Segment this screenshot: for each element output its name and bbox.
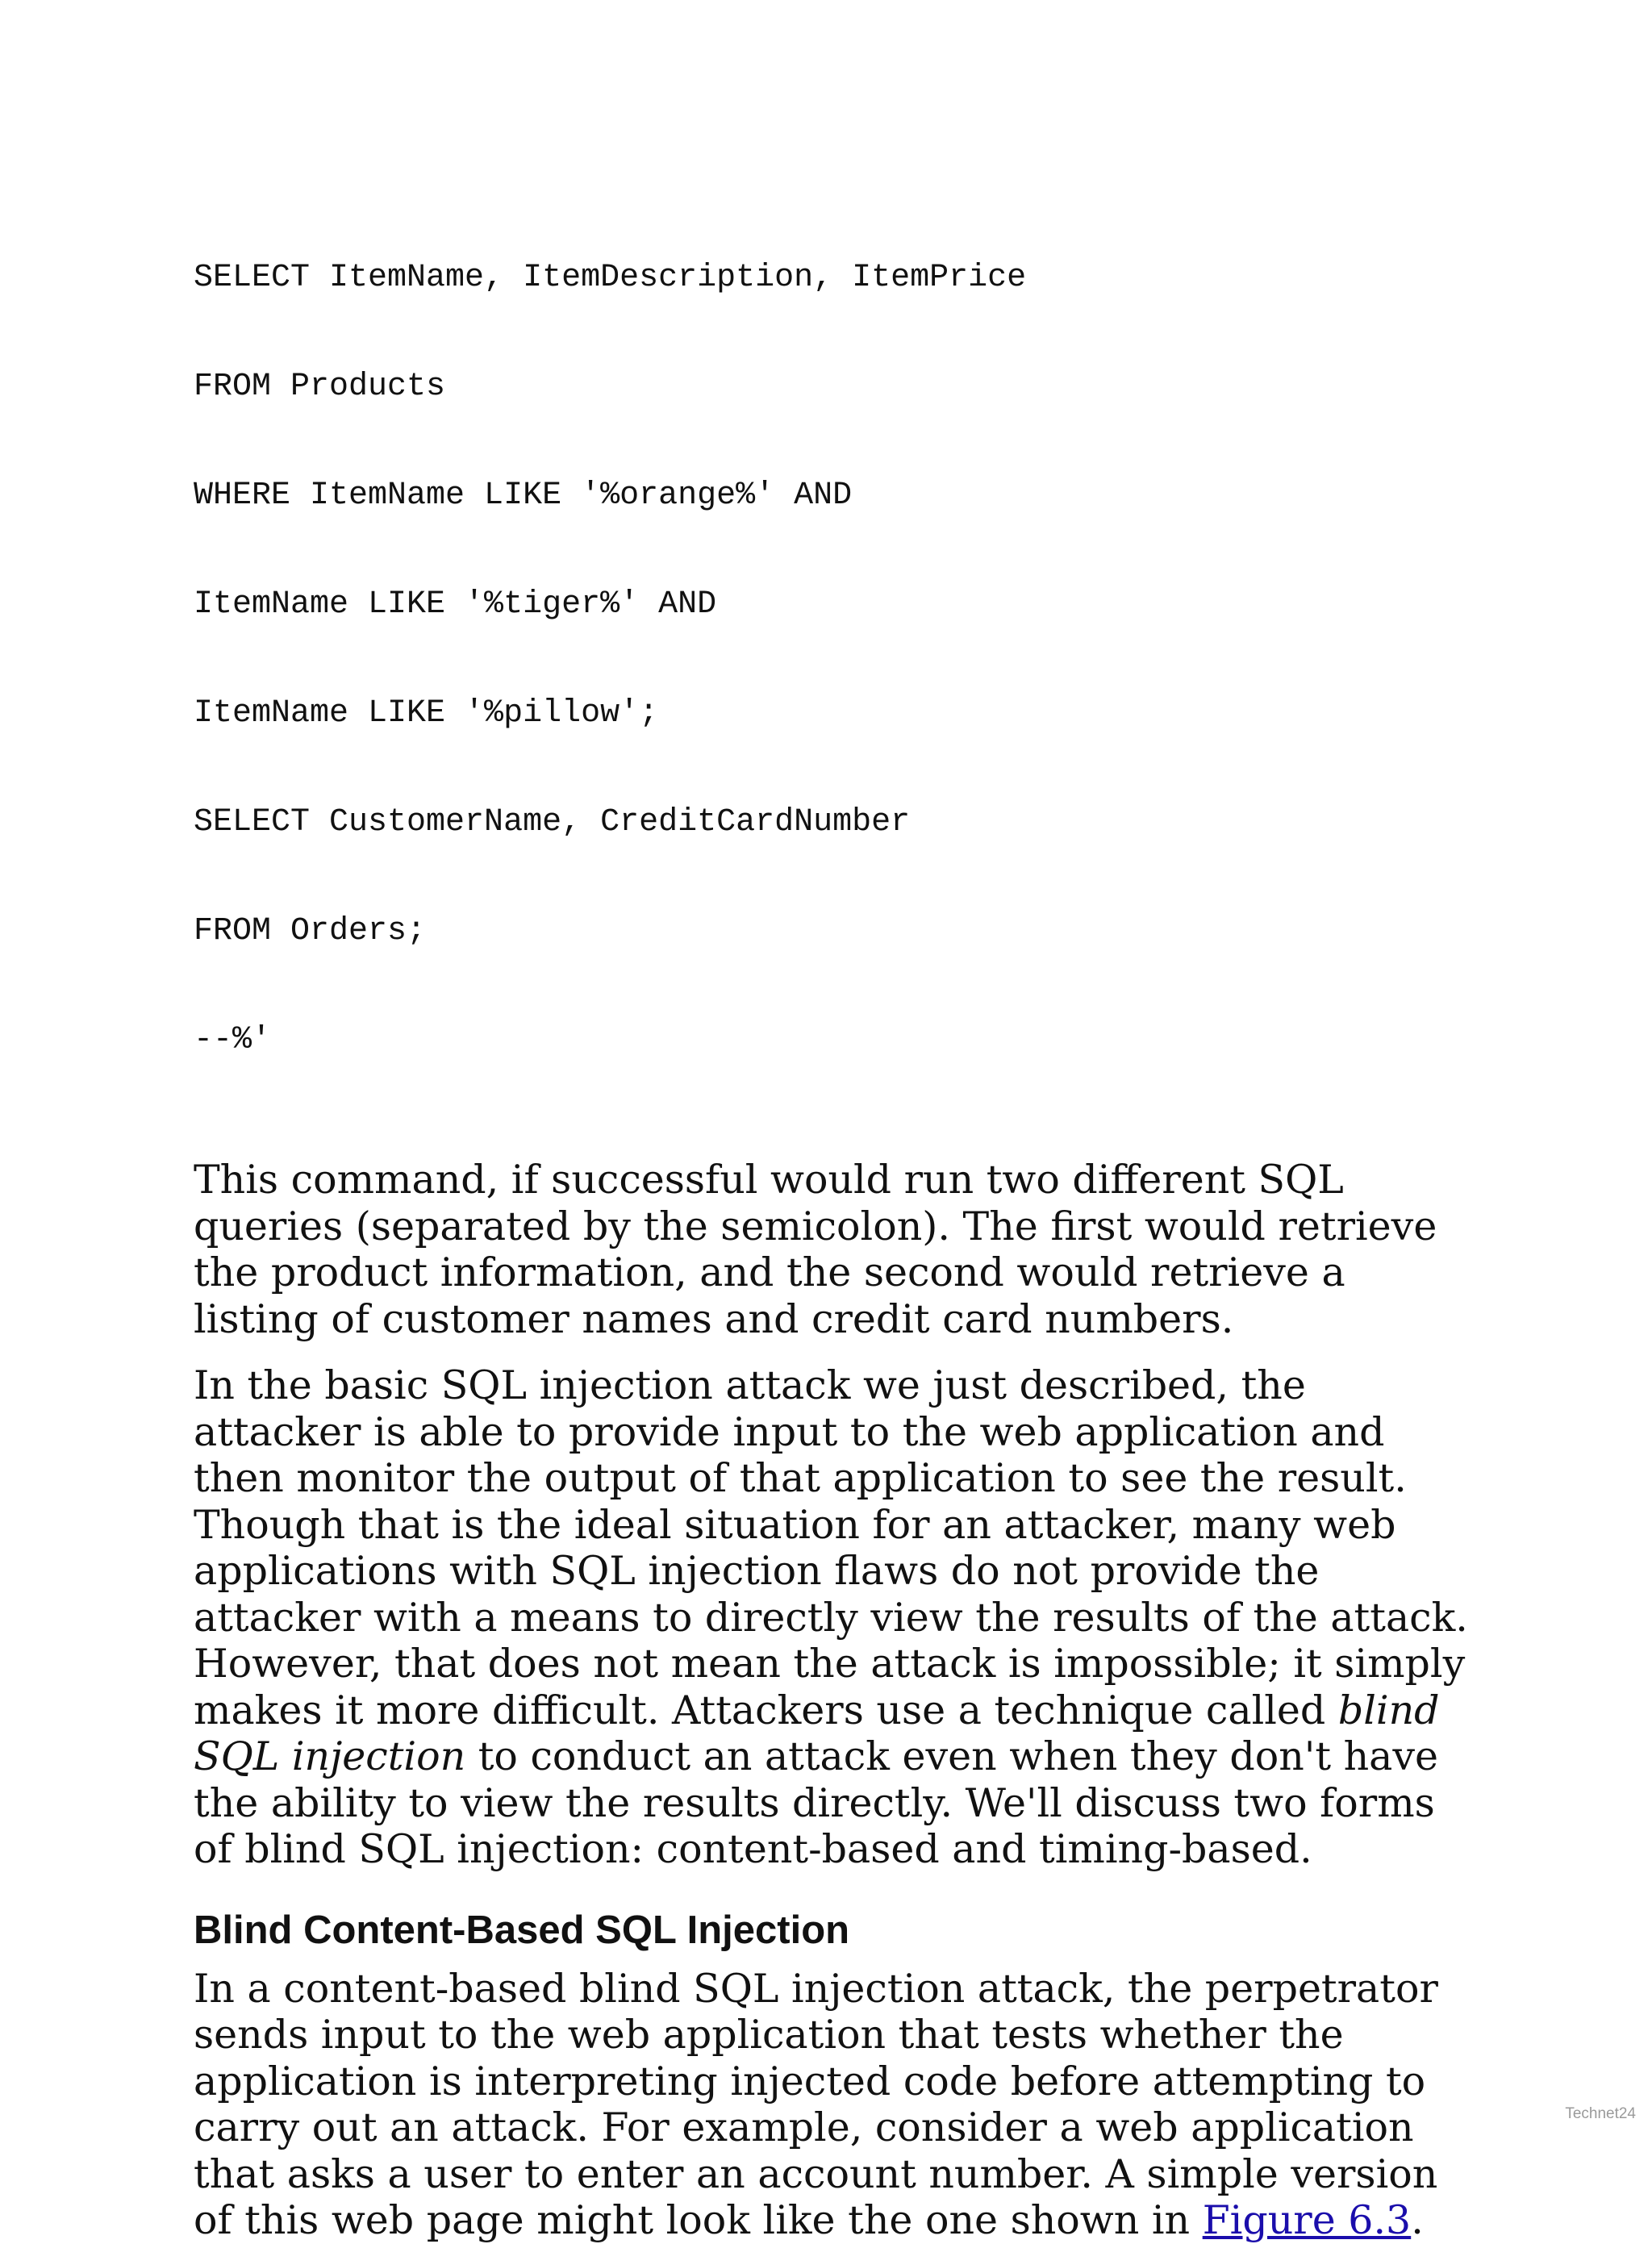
code-line: --%'	[194, 1022, 272, 1058]
code-line: WHERE ItemName LIKE '%orange%' AND	[194, 478, 853, 514]
code-line: ItemName LIKE '%tiger%' AND	[194, 586, 717, 623]
code-line: FROM Orders;	[194, 913, 427, 949]
paragraph-text: .	[1411, 2197, 1424, 2243]
paragraph-text: to conduct an attack even when they don't have the ability to view the results directly. We'll discuss two forms of blind SQL injection: content-based and timing-based.	[194, 1733, 1439, 1872]
code-line: SELECT CustomerName, CreditCardNumber	[194, 804, 911, 840]
section-heading: Blind Content-Based SQL Injection	[194, 1908, 850, 1952]
watermark: Technet24	[1565, 2105, 1636, 2122]
code-line: FROM Products	[194, 369, 446, 405]
emphasis-term: blind SQL injection	[194, 1687, 1440, 1779]
paragraph-text: In a content-based blind SQL injection attack, the perpetrator sends input to the web application that tests whether the application is interpreting injected code before attempting to carry out an attack. For example, consider a web application that asks a user to enter an account number. A simple version of this web page might look like the one shown in	[194, 1965, 1438, 2243]
paragraph-query-explanation: This command, if successful would run two different SQL queries (separated by the semicolon). The first would retrieve the product information, and the second would retrieve a listing of customer names and credit card numbers.	[194, 1157, 1437, 1342]
paragraph-content-based	[194, 1966, 1468, 2244]
code-block	[194, 187, 1468, 1131]
code-line: SELECT ItemName, ItemDescription, ItemPrice	[194, 260, 1027, 296]
code-line: ItemName LIKE '%pillow';	[194, 695, 659, 732]
paragraph-text: In the basic SQL injection attack we just described, the attacker is able to provide input to the web application and then monitor the output of that application to see the result. Though that is the ideal situation for an attacker, many web applications with SQL injection flaws do not provide the attacker with a means to directly view the results of the attack. However, that does not mean the attack is impossible; it simply makes it more difficult. Attackers use a technique called	[194, 1362, 1468, 1733]
page-content	[194, 187, 1468, 2244]
figure-link[interactable]: Figure 6.3	[1202, 2197, 1412, 2243]
paragraph-blind-sql-intro	[194, 1362, 1468, 1873]
